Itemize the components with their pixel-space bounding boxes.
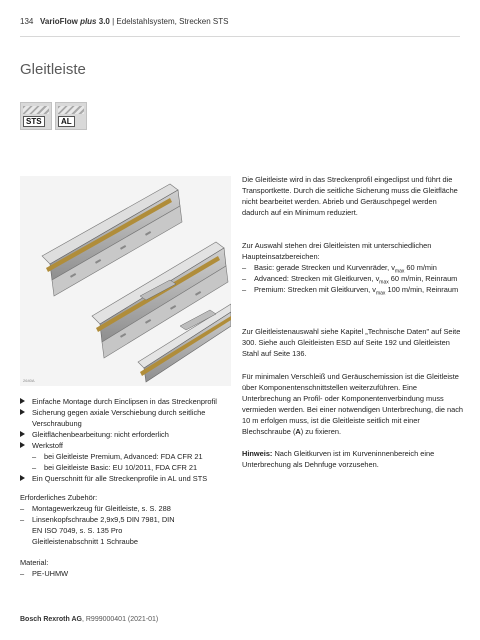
hint-label: Hinweis:: [242, 449, 273, 458]
wear-text: Für minimalen Verschleiß und Geräuschemission ist die Gleitleiste über Komponentenschnittstellen weiterzuführen. Eine Unterbrechung an Profil- oder Komponentenverbindung muss vermieden werden. Bei einer notwendigen Unterbrechung, die nach 10 m erfolgen muss, ist die Gleitleiste seitlich mit einer Blechschraube (A) zu fixieren.: [242, 372, 464, 436]
bullet-arrow-icon: [20, 431, 25, 437]
list-item: Ein Querschnitt für alle Streckenprofile in AL und STS: [20, 473, 235, 484]
list-item: Sicherung gegen axiale Verschiebung durch seitliche Verschraubung: [20, 407, 235, 429]
option-premium: – Premium: Strecken mit Gleitkurven, $v_{max}$ 100 m/min, Reinraum: [242, 285, 459, 297]
description-block: [242, 174, 464, 218]
hint-block: [242, 448, 464, 470]
product-name: VarioFlow: [40, 17, 78, 26]
bullet-arrow-icon: [20, 409, 25, 415]
list-item: Werkstoff: [20, 440, 235, 451]
product-plus: plus: [80, 17, 97, 26]
accessories-block: [20, 492, 235, 547]
header-section: Edelstahlsystem, Strecken STS: [116, 17, 229, 26]
header-rule: [20, 36, 460, 37]
sts-label: STS: [23, 116, 45, 127]
product-version: 3.0: [98, 17, 110, 26]
choice-intro: Zur Auswahl stehen drei Gleitleisten mit unterschiedlichen Haupteinsatzbereichen:: [242, 241, 432, 261]
list-item: – PE-UHMW: [20, 569, 69, 578]
option-basic: – Basic: gerade Strecken und Kurvenräder, $v_{max}$ 60 m/min: [242, 263, 437, 275]
list-item: – Montagewerkzeug für Gleitleiste, s. S. 288: [20, 504, 171, 513]
al-label: AL: [58, 116, 75, 127]
page-title: Gleitleiste: [20, 61, 86, 78]
product-figure: [20, 176, 231, 386]
bullet-arrow-icon: [20, 442, 25, 448]
reference-block: [242, 326, 464, 359]
bullet-arrow-icon: [20, 398, 25, 404]
list-subitem: – bei Gleitleiste Basic: EU 10/2011, FDA CFR 21: [32, 463, 198, 472]
feature-list: [20, 396, 235, 484]
material-block: [20, 557, 235, 579]
option-advanced: – Advanced: Strecken mit Gleitkurven, $v_{max}$ 60 m/min, Reinraum: [242, 274, 458, 286]
material-heading: Material:: [20, 558, 49, 567]
list-item: Einfache Montage durch Einclipsen in das Streckenprofil: [20, 396, 235, 407]
bullet-arrow-icon: [20, 475, 25, 481]
footer-doc: , R999000401 (2021-01): [81, 616, 159, 623]
running-header: [20, 17, 228, 26]
list-subitem: – bei Gleitleiste Premium, Advanced: FDA CFR 21: [32, 452, 203, 461]
figure-code: 2640A: [23, 378, 35, 383]
accessories-heading: Erforderliches Zubehör:: [20, 493, 98, 502]
list-item: Gleitflächenbearbeitung: nicht erforderlich: [20, 429, 235, 440]
selection-block: [242, 240, 464, 295]
hint-text: Hinweis: Nach Gleitkurven ist im Kurveninnenbereich eine Unterbrechung als Dehnfuge vorzusehen.: [242, 449, 435, 469]
intro-text: Die Gleitleiste wird in das Streckenprofil eingeclipst und führt die Transportkette. Durch die seitliche Sicherung muss die Gleitfläche nicht bearbeitet werden. Abrieb und Geräuschpegel werden dadurch auf ein Minimum reduziert.: [242, 175, 458, 217]
list-item: – Linsenkopfschraube 2,9x9,5 DIN 7981, DIN EN ISO 7049, s. S. 135 Pro Gleitleistenabschnitt 1 Schraube: [20, 515, 175, 546]
aluminium-section-icon: [55, 102, 87, 130]
header-separator: |: [112, 17, 115, 26]
footer-company: Bosch Rexroth AG: [20, 616, 82, 623]
wear-block: [242, 371, 464, 437]
reference-text: Zur Gleitleistenauswahl siehe Kapitel „Technische Daten" auf Seite 300. Siehe auch Gleitleisten ESD auf Seite 192 und Gleitleisten Stahl auf Seite 136.: [242, 327, 461, 358]
page-footer: [20, 616, 158, 623]
stainless-steel-section-icon: [20, 102, 52, 130]
slide-rail-illustration: [20, 176, 231, 386]
page-number: 134: [20, 17, 34, 26]
